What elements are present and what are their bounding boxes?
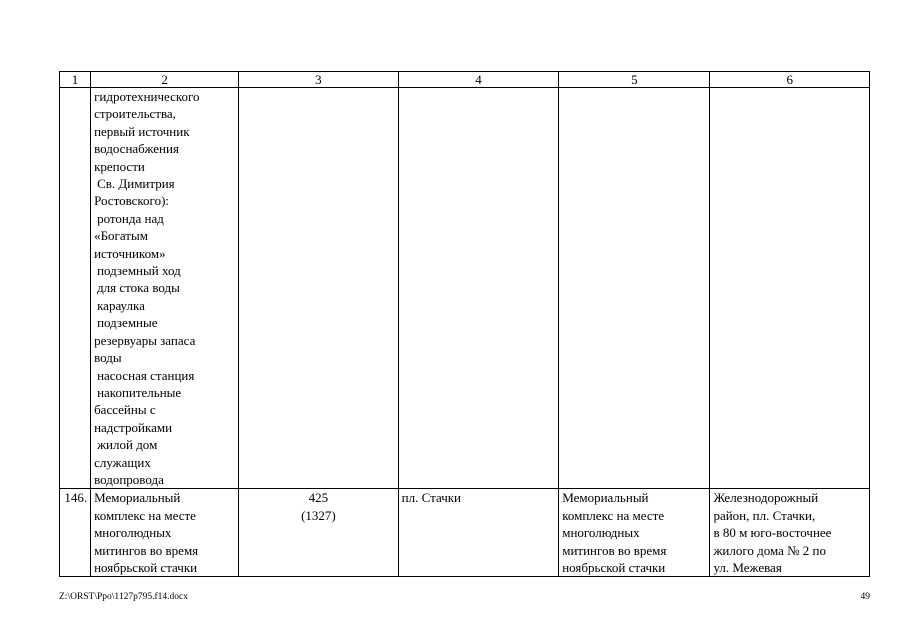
object-name-line: ноябрьской стачки	[94, 559, 198, 575]
location-cell	[710, 489, 870, 577]
header-row	[60, 72, 870, 88]
location-line: Железнодорожный	[713, 490, 819, 506]
registry-number-line: (1327)	[301, 507, 336, 523]
cont-col2-line: жилой дом	[97, 437, 158, 453]
object-name-line: многолюдных	[94, 525, 172, 541]
cont-col2-line: караулка	[97, 297, 145, 313]
cont-col2-line: резервуары запаса	[94, 332, 196, 348]
cont-col2-line: воды	[94, 350, 122, 366]
cont-col2-line: «Богатым	[94, 228, 148, 244]
location-line: район, пл. Стачки,	[713, 507, 816, 523]
description-line: комплекс на месте	[562, 507, 665, 523]
description-line: многолюдных	[562, 525, 640, 541]
cont-col2-line: Св. Димитрия	[97, 176, 175, 192]
cont-cell-5	[559, 88, 710, 489]
table-row-146	[60, 489, 870, 577]
cont-col2-line: Ростовского):	[94, 193, 170, 209]
cont-col2-line: источником»	[94, 245, 166, 261]
header-cell-3: 3	[239, 72, 399, 88]
header-cell-5: 5	[559, 72, 710, 88]
header-cell-1: 1	[60, 72, 91, 88]
cont-col2-line: гидротехнического	[94, 89, 200, 104]
cont-col2-line: первый источник	[94, 123, 190, 139]
location-line: ул. Межевая	[713, 559, 782, 575]
row-number: 146.	[60, 489, 91, 577]
file-path: Z:\ORST\Ppo\1127p795.f14.docx	[59, 592, 188, 602]
cont-cell-3	[239, 88, 399, 489]
cont-col2-line: накопительные	[97, 384, 182, 400]
header-cell-2: 2	[91, 72, 239, 88]
continuation-row	[60, 88, 870, 489]
cont-col2-line: бассейны с	[94, 402, 156, 418]
page-number: 49	[860, 592, 870, 602]
cont-col2-line: надстройками	[94, 419, 173, 435]
document-table	[59, 71, 870, 577]
cont-col2-line: для стока воды	[97, 280, 180, 296]
description-line: ноябрьской стачки	[562, 559, 666, 575]
cont-col2-line: водоснабжения	[94, 141, 179, 157]
object-name-cell	[91, 489, 239, 577]
header-cell-6: 6	[710, 72, 870, 88]
cont-col2-line: крепости	[94, 158, 145, 174]
object-name-line: комплекс на месте	[94, 507, 196, 523]
registry-number-cell	[239, 489, 399, 577]
cont-col2-line: насосная станция	[97, 367, 195, 383]
cont-col2-line: ротонда над	[97, 210, 164, 226]
cont-cell-6	[710, 88, 870, 489]
cont-col2-line: подземный ход	[97, 263, 181, 279]
cont-cell-4	[398, 88, 559, 489]
location-line: в 80 м юго-восточнее	[713, 525, 832, 541]
description-line: митингов во время	[562, 542, 667, 558]
description-cell	[559, 489, 710, 577]
cont-col2-line: подземные	[97, 315, 158, 331]
cont-cell-2	[91, 88, 239, 489]
object-name-line: Мемориальный	[94, 490, 181, 506]
cont-col2-line: строительства,	[94, 106, 176, 122]
header-cell-4: 4	[398, 72, 559, 88]
registry-number-line: 425	[308, 490, 329, 506]
cont-col2-line: служащих	[94, 454, 151, 470]
cont-col2-line: водопровода	[94, 471, 164, 487]
location-line: жилого дома № 2 по	[713, 542, 827, 558]
cont-cell-1	[60, 88, 91, 489]
object-name-line: митингов во время	[94, 542, 199, 558]
description-line: Мемориальный	[562, 490, 649, 506]
address-cell: пл. Стачки	[398, 489, 559, 577]
